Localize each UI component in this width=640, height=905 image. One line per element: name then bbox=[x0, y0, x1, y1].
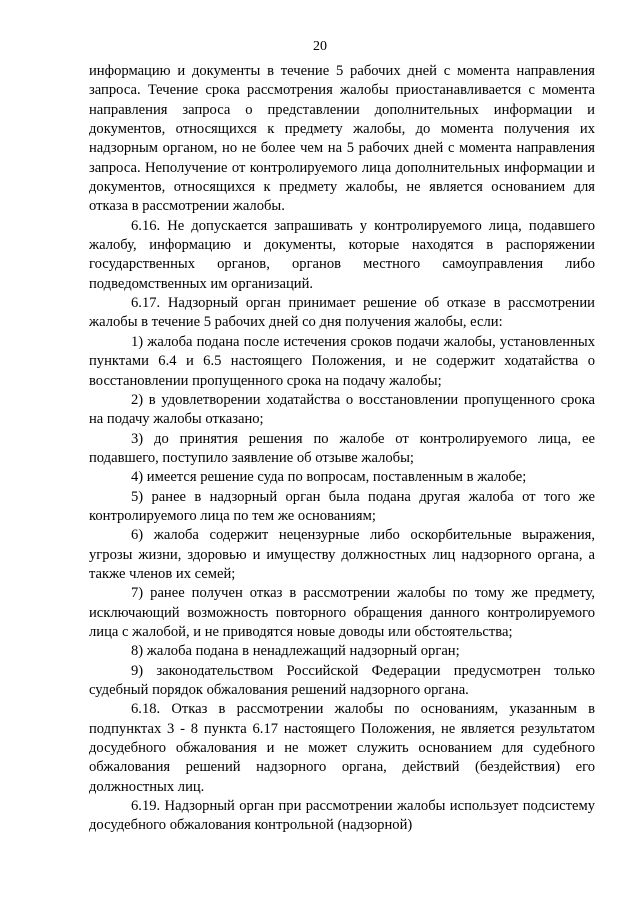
paragraph: 6.16. Не допускается запрашивать у контролируемого лица, подавшего жалобу, информацию и документы, которые находятся в распоряжении государственных органов, органов местного самоуправления либо подведомственных им организаций. bbox=[89, 217, 595, 292]
paragraph: информацию и документы в течение 5 рабочих дней с момента направления запроса. Течение срока рассмотрения жалобы приостанавливается с момента направления запроса о представлении дополнительных информации и документов, относящихся к предмету жалобы, до момента получения их надзорным органом, но не более чем на 5 рабочих дней с момента направления запроса. Неполучение от контролируемого лица дополнительных информации и документов, относящихся к предмету жалобы, не является основанием для отказа в рассмотрении жалобы. bbox=[89, 63, 595, 215]
paragraph: 4) имеется решение суда по вопросам, поставленным в жалобе; bbox=[131, 469, 527, 486]
paragraph: 8) жалоба подана в ненадлежащий надзорный орган; bbox=[131, 643, 460, 660]
paragraph: 9) законодательством Российской Федерации предусмотрен только судебный порядок обжалования решений надзорного органа. bbox=[89, 662, 595, 698]
paragraph: 1) жалоба подана после истечения сроков подачи жалобы, установленных пунктами 6.4 и 6.5 настоящего Положения, и не содержит ходатайства о восстановлении пропущенного срока на подачу жалобы; bbox=[89, 333, 595, 389]
paragraph: 3) до принятия решения по жалобе от контролируемого лица, ее подавшего, поступило заявление об отзыве жалобы; bbox=[89, 430, 595, 466]
paragraph: 7) ранее получен отказ в рассмотрении жалобы по тому же предмету, исключающий возможность повторного обращения данного контролируемого лица с жалобой, и не приводятся новые доводы или обстоятельства; bbox=[89, 585, 595, 640]
paragraph: 2) в удовлетворении ходатайства о восстановлении пропущенного срока на подачу жалобы отказано; bbox=[89, 391, 595, 428]
paragraph: 5) ранее в надзорный орган была подана другая жалоба от того же контролируемого лица по тем же основаниям; bbox=[89, 488, 595, 524]
paragraph: 6.18. Отказ в рассмотрении жалобы по основаниям, указанным в подпунктах 3 - 8 пункта 6.17 настоящего Положения, не является результатом досудебного обжалования и не может служить основанием для судебного обжалования решений надзорного органа, действий (бездействия) его должностных лиц. bbox=[89, 701, 595, 795]
paragraph: 6) жалоба содержит нецензурные либо оскорбительные выражения, угрозы жизни, здоровью и имуществу должностных лиц надзорного органа, а также членов их семей; bbox=[89, 527, 595, 582]
paragraph: 6.17. Надзорный орган принимает решение об отказе в рассмотрении жалобы в течение 5 рабочих дней со дня получения жалобы, если: bbox=[89, 295, 595, 331]
document-body bbox=[89, 62, 595, 836]
page-number: 20 bbox=[313, 39, 327, 54]
paragraph: 6.19. Надзорный орган при рассмотрении жалобы использует подсистему досудебного обжалования контрольной (надзорной) bbox=[89, 798, 595, 834]
